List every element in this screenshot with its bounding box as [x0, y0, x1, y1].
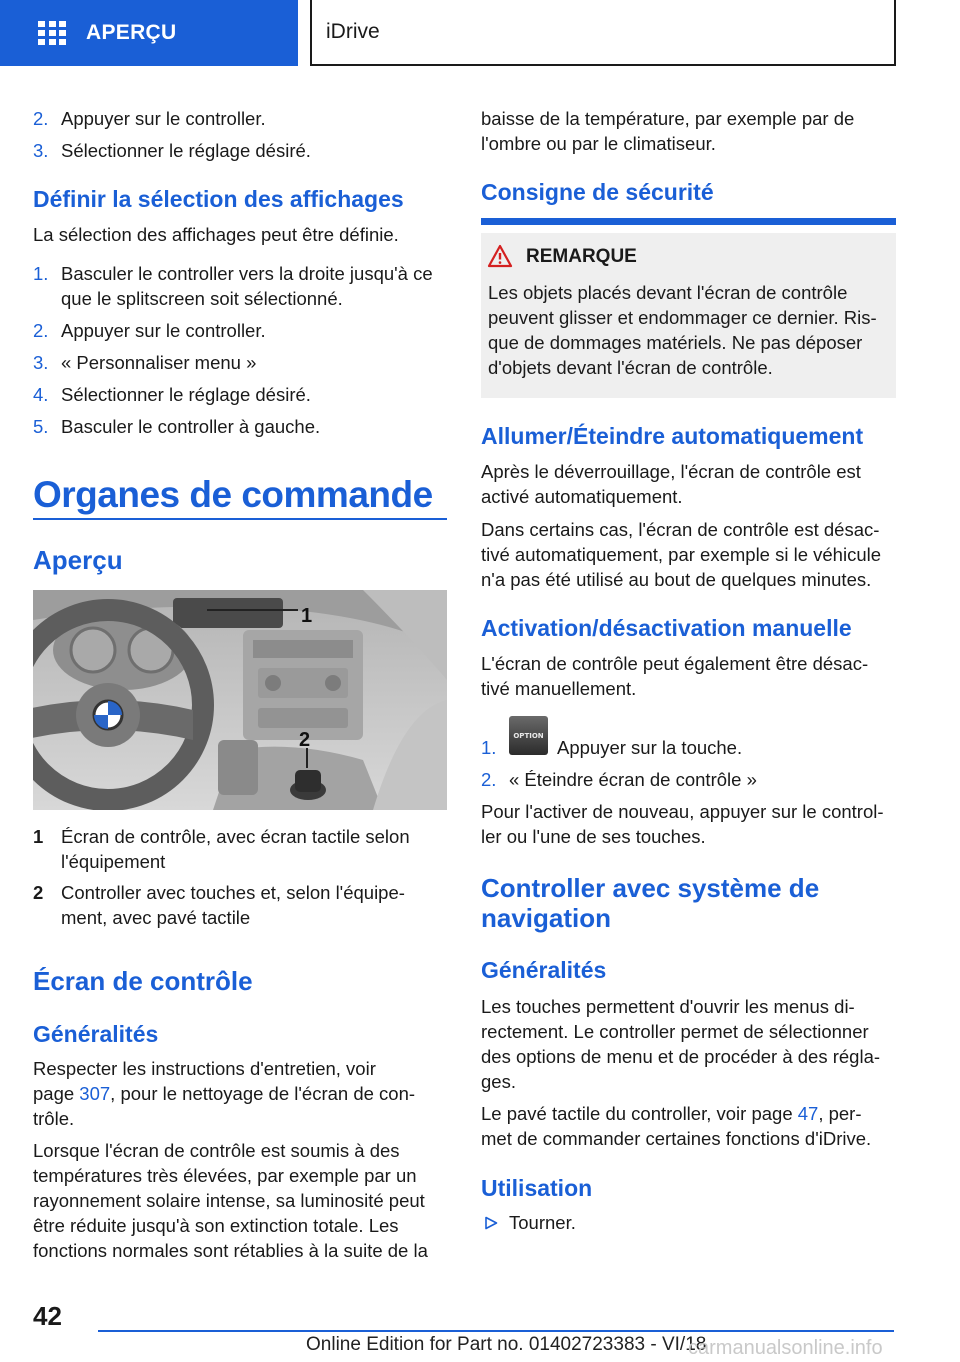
- paragraph-line: n'a pas été utilisé au bout de quelques minutes.: [481, 569, 872, 590]
- paragraph-line: Lorsque l'écran de contrôle est soumis à des: [33, 1140, 400, 1161]
- overview-tab-label: APERÇU: [86, 21, 177, 44]
- section-title: iDrive: [310, 0, 896, 66]
- paragraph-line: tivé automatiquement, par exemple si le véhicule: [481, 544, 882, 565]
- heading-safety: Consigne de sécurité: [481, 179, 714, 205]
- triangle-bullet-icon: [484, 1216, 498, 1230]
- paragraph-line: ler ou l'une de ses touches.: [481, 826, 706, 847]
- caption-text: l'équipement: [61, 851, 166, 872]
- paragraph-line: être réduite jusqu'à son extinction totale. Les: [33, 1215, 399, 1236]
- note-line: d'objets devant l'écran de contrôle.: [488, 357, 773, 378]
- paragraph-line: Dans certains cas, l'écran de contrôle est désac‐: [481, 519, 880, 540]
- chapter-divider: [33, 518, 447, 520]
- heading-auto-onoff: Allumer/Éteindre automatiquement: [481, 423, 864, 449]
- heading-controller: Controller avec système de: [481, 873, 820, 903]
- page-link[interactable]: 307: [79, 1083, 111, 1104]
- paragraph-line: L'écran de contrôle peut également être désac‐: [481, 653, 869, 674]
- cockpit-illustration: [33, 590, 447, 810]
- heading-overview: Aperçu: [33, 545, 123, 575]
- paragraph: La sélection des affichages peut être définie.: [33, 224, 399, 245]
- overview-tab[interactable]: [0, 0, 298, 66]
- heading-control-display: Écran de contrôle: [33, 966, 253, 996]
- heading-display-selection: Définir la sélection des affichages: [33, 186, 404, 212]
- paragraph-line: trôle.: [33, 1108, 75, 1129]
- caption-text: Écran de contrôle, avec écran tactile selon: [61, 826, 410, 847]
- paragraph-line: des options de menu et de procéder à des régla‐: [481, 1046, 881, 1067]
- page-number: 42: [33, 1301, 62, 1331]
- paragraph-line: met de commander certaines fonctions d'iDrive.: [481, 1128, 872, 1149]
- caption-number: 2: [33, 882, 44, 903]
- note-line: peuvent glisser et endommager ce dernier. Ris‐: [488, 307, 877, 328]
- note-line: Les objets placés devant l'écran de contrôle: [488, 282, 848, 303]
- bullet-text: Tourner.: [509, 1212, 576, 1233]
- page-link[interactable]: 47: [797, 1103, 819, 1124]
- paragraph-line: activé automatiquement.: [481, 486, 683, 507]
- note-line: que de dommages matériels. Ne pas déposer: [488, 332, 863, 353]
- paragraph-line: rayonnement solaire intense, sa luminosité peut: [33, 1190, 425, 1211]
- paragraph-line: Respecter les instructions d'entretien, voir: [33, 1058, 376, 1079]
- heading-general: Généralités: [481, 957, 607, 983]
- option-button-icon: OPTION: [509, 716, 548, 755]
- callout-label: 2: [299, 729, 311, 751]
- safety-bar: [481, 218, 896, 225]
- heading-manual: Activation/désactivation manuelle: [481, 615, 852, 641]
- caption-text: ment, avec pavé tactile: [61, 907, 251, 928]
- heading-general: Généralités: [33, 1021, 159, 1047]
- warning-icon: [487, 244, 513, 268]
- heading-controller-line2: navigation: [481, 903, 612, 933]
- paragraph-line: fonctions normales sont rétablies à la suite de la: [33, 1240, 428, 1261]
- paragraph-line: Pour l'activer de nouveau, appuyer sur le control‐: [481, 801, 884, 822]
- paragraph-line: page 307, pour le nettoyage de l'écran de con‐: [33, 1083, 416, 1104]
- callout-label: 1: [301, 605, 313, 627]
- heading-usage: Utilisation: [481, 1175, 593, 1201]
- caption-number: 1: [33, 826, 44, 847]
- caption-text: Controller avec touches et, selon l'équipe‐: [61, 882, 405, 903]
- watermark: carmanualsonline.info: [688, 1337, 883, 1359]
- edition-text: Online Edition for Part no. 01402723383 - VI/18: [306, 1334, 707, 1355]
- footer-divider: [98, 1330, 894, 1332]
- paragraph-line: Les touches permettent d'ouvrir les menus di‐: [481, 996, 855, 1017]
- paragraph-line: tivé manuellement.: [481, 678, 637, 699]
- paragraph-line: températures très élevées, par exemple par un: [33, 1165, 417, 1186]
- paragraph-line: Le pavé tactile du controller, voir page 47, per‐: [481, 1103, 862, 1124]
- list-item-text: Appuyer sur la touche.: [557, 737, 743, 758]
- paragraph-line: rectement. Le controller permet de sélectionner: [481, 1021, 869, 1042]
- grid-menu-icon: [38, 21, 66, 45]
- paragraph-line: Après le déverrouillage, l'écran de contrôle est: [481, 461, 861, 482]
- paragraph-line: l'ombre ou par le climatiseur.: [481, 133, 716, 154]
- note-title: REMARQUE: [526, 246, 637, 267]
- paragraph-line: ges.: [481, 1071, 516, 1092]
- paragraph-line: baisse de la température, par exemple par de: [481, 108, 855, 129]
- chapter-title: Organes de commande: [33, 474, 433, 515]
